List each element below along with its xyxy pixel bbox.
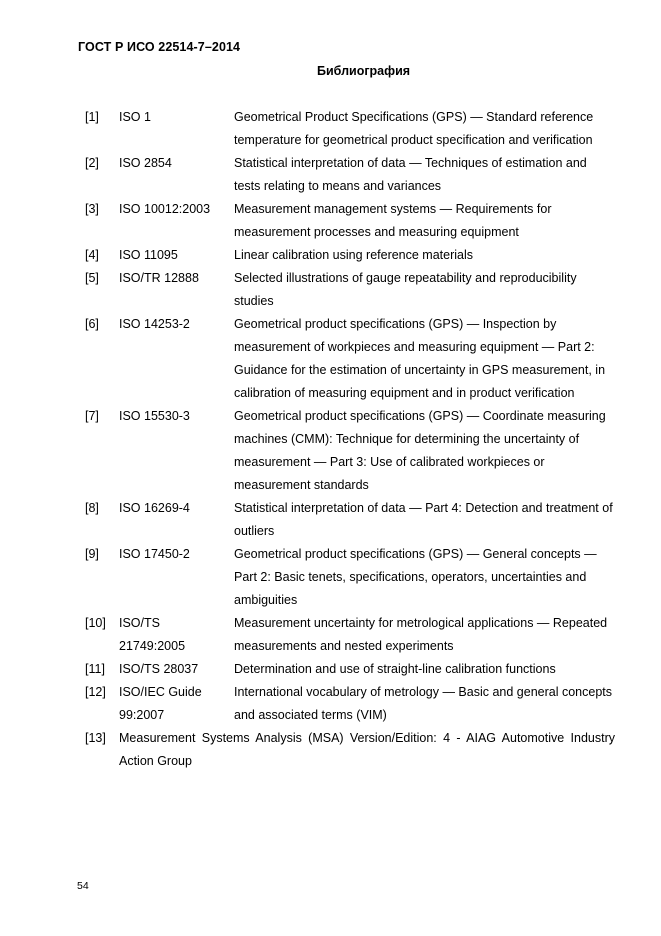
entry-standard-code: ISO/IEC Guide 99:2007	[119, 685, 202, 722]
entry-standard-code: ISO 11095	[119, 248, 178, 262]
bibliography-entry	[85, 106, 615, 152]
entry-standard-code: ISO 10012:2003	[119, 202, 211, 216]
entry-description: Geometrical product specifications (GPS) — Inspection by measurement of workpieces and measuring equipment — Part 2: Guidance for the estimation of uncertainty in GPS measurement, in calibration of measuring equipment and in product verification	[234, 317, 606, 400]
entry-description: Measurement uncertainty for metrological applications — Repeated measurements and nested experiments	[234, 616, 608, 653]
bibliography-entry	[85, 405, 615, 497]
entry-description: Geometrical product specifications (GPS) — General concepts — Part 2: Basic tenets, specifications, operators, uncertainties and ambiguities	[234, 547, 597, 607]
entry-description: Statistical interpretation of data — Part 4: Detection and treatment of outliers	[234, 501, 613, 538]
page-number: 54	[77, 880, 89, 892]
bibliography-entry	[85, 497, 615, 543]
bibliography-entry	[85, 152, 615, 198]
entry-number: [13]	[85, 731, 106, 745]
entry-number: [1]	[85, 110, 99, 124]
entry-description: Statistical interpretation of data — Techniques of estimation and tests relating to means and variances	[234, 156, 587, 193]
entry-standard-code: ISO 14253-2	[119, 317, 190, 331]
entry-description: Geometrical Product Specifications (GPS) — Standard reference temperature for geometrical product specification and verification	[234, 110, 594, 147]
entry-description: International vocabulary of metrology — Basic and general concepts and associated terms (VIM)	[234, 685, 612, 722]
bibliography-entry	[85, 612, 615, 658]
entry-standard-code: ISO 15530-3	[119, 409, 190, 423]
entry-description: Geometrical product specifications (GPS) — Coordinate measuring machines (CMM): Technique for determining the uncertainty of measurement — Part 3: Use of calibrated workpieces or measurement standards	[234, 409, 606, 492]
entry-number: [7]	[85, 409, 99, 423]
entry-standard-code: ISO 1	[119, 110, 151, 124]
entry-standard-code: ISO/TS 28037	[119, 662, 199, 676]
bibliography-entry	[85, 681, 615, 727]
entry-standard-code: ISO/TR 12888	[119, 271, 199, 285]
entry-number: [5]	[85, 271, 99, 285]
entry-number: [3]	[85, 202, 99, 216]
entry-number: [9]	[85, 547, 99, 561]
entry-number: [4]	[85, 248, 99, 262]
entry-description: Determination and use of straight-line calibration functions	[234, 662, 556, 676]
entry-description: Linear calibration using reference materials	[234, 248, 474, 262]
entry-description: Measurement Systems Analysis (MSA) Version/Edition: 4 - AIAG Automotive Industry Action Group	[119, 731, 615, 768]
bibliography-entry	[85, 543, 615, 612]
entry-number: [2]	[85, 156, 99, 170]
bibliography-entry	[85, 727, 615, 773]
bibliography-entry	[85, 267, 615, 313]
page-title: Библиография	[317, 64, 411, 78]
entry-number: [11]	[85, 662, 105, 676]
entry-number: [8]	[85, 501, 99, 515]
bibliography-entry	[85, 244, 615, 267]
entry-number: [12]	[85, 685, 106, 699]
entry-number: [10]	[85, 616, 106, 630]
entry-standard-code: ISO/TS 21749:2005	[119, 616, 186, 653]
entry-number: [6]	[85, 317, 99, 331]
bibliography-entry	[85, 313, 615, 405]
bibliography-entry	[85, 198, 615, 244]
bibliography-list	[85, 106, 615, 773]
entry-standard-code: ISO 16269-4	[119, 501, 190, 515]
entry-description: Measurement management systems — Requirements for measurement processes and measuring equipment	[234, 202, 552, 239]
document-header: ГОСТ Р ИСО 22514-7–2014	[78, 40, 241, 54]
entry-standard-code: ISO 2854	[119, 156, 172, 170]
entry-standard-code: ISO 17450-2	[119, 547, 190, 561]
bibliography-entry	[85, 658, 615, 681]
entry-description: Selected illustrations of gauge repeatability and reproducibility studies	[234, 271, 577, 308]
